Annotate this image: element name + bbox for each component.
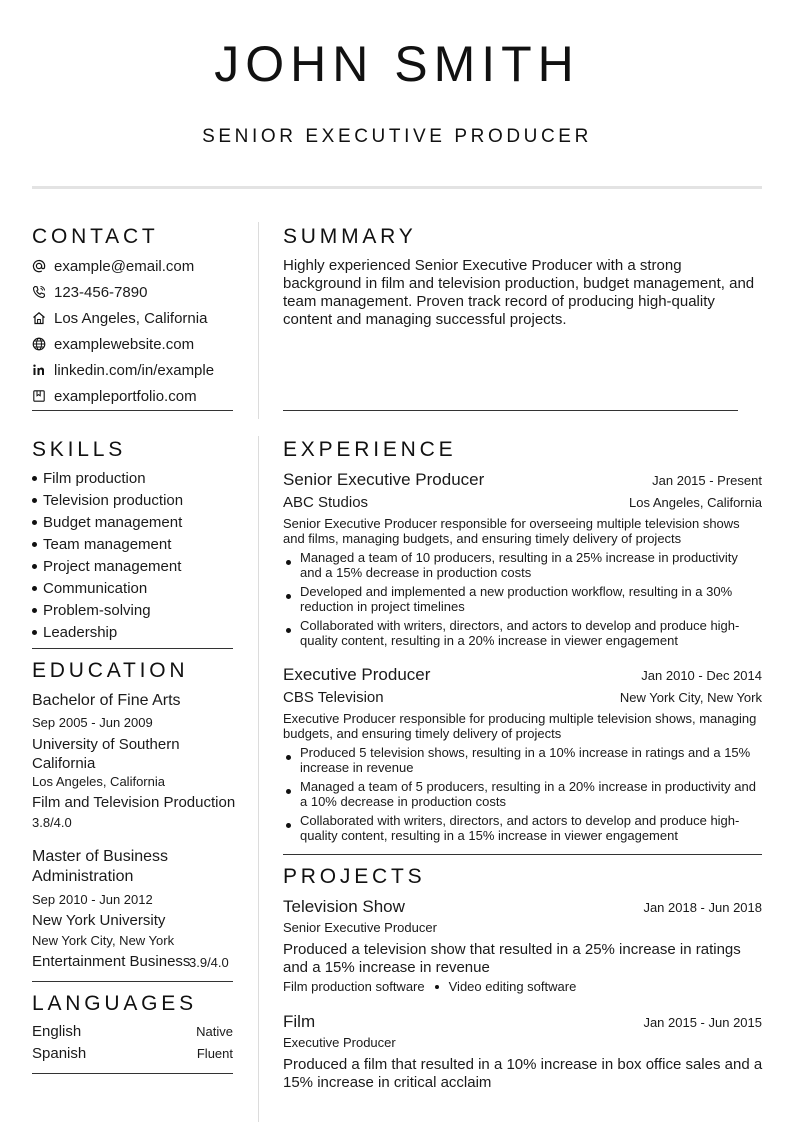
project-name: Television Show — [283, 897, 405, 916]
summary-heading: SUMMARY — [283, 225, 417, 248]
edu-gpa: 3.9/4.0 — [189, 955, 229, 970]
phone-icon — [32, 285, 46, 299]
language-name: Spanish — [32, 1045, 87, 1062]
summary-text: Highly experienced Senior Executive Producer with a strong background in film and television production, budget management, and team management. Proven track record of producing high-quality content and managing successful projects. — [283, 257, 755, 328]
column-divider-bottom — [258, 436, 259, 1122]
contact-linkedin[interactable] — [32, 360, 214, 380]
edu-degree: Bachelor of Fine Arts — [32, 692, 181, 709]
job-header — [283, 665, 762, 685]
project-role: Executive Producer — [283, 1035, 396, 1050]
experience-divider — [283, 854, 762, 855]
experience-heading: EXPERIENCE — [283, 438, 457, 461]
candidate-title: SENIOR EXECUTIVE PRODUCER — [202, 126, 592, 147]
language-row — [32, 1045, 233, 1062]
contact-email-text: example@email.com — [54, 257, 195, 275]
job-dates: Jan 2010 - Dec 2014 — [641, 668, 762, 683]
at-icon — [32, 259, 46, 273]
skill-item: Project management — [32, 557, 181, 577]
contact-phone-text: 123-456-7890 — [54, 283, 148, 301]
project-description: Produced a film that resulted in a 10% increase in box office sales and a 15% increase in critical acclaim — [283, 1056, 763, 1091]
contact-phone[interactable] — [32, 282, 147, 302]
language-level: Fluent — [196, 1046, 233, 1061]
header-divider — [32, 186, 762, 189]
project-tags — [283, 979, 576, 994]
portfolio-icon — [32, 389, 46, 403]
globe-icon — [32, 337, 46, 351]
job-description: Senior Executive Producer responsible for overseeing multiple television shows and films, managing budgets, and ensuring timely delivery of projects — [283, 516, 740, 546]
linkedin-icon — [32, 363, 46, 377]
contact-location — [32, 308, 207, 328]
language-name: English — [32, 1023, 82, 1040]
job-title: Senior Executive Producer — [283, 470, 485, 489]
job-company-row — [283, 494, 762, 511]
contact-website[interactable] — [32, 334, 194, 354]
project-description: Produced a television show that resulted in a 25% increase in ratings and a 15% increase in revenue — [283, 941, 741, 976]
edu-location: Los Angeles, California — [32, 774, 165, 789]
contact-portfolio-text: exampleportfolio.com — [54, 387, 197, 405]
column-divider-top — [258, 222, 259, 419]
project-name: Film — [283, 1012, 316, 1031]
job-bullet: Managed a team of 5 producers, resulting in a 20% increase in productivity and a 10% decrease in production costs — [283, 779, 762, 809]
project-tag: Film production software — [283, 979, 425, 994]
project-header — [283, 897, 762, 917]
project-dates: Jan 2018 - Jun 2018 — [643, 900, 762, 915]
edu-field: Entertainment Business — [32, 953, 191, 970]
job-company-row — [283, 689, 762, 706]
languages-heading: LANGUAGES — [32, 992, 197, 1015]
contact-portfolio[interactable] — [32, 386, 197, 406]
job-location: Los Angeles, California — [629, 495, 762, 510]
edu-degree: Master of Business Administration — [32, 848, 169, 885]
job-title: Executive Producer — [283, 665, 431, 684]
skill-item: Television production — [32, 491, 183, 511]
languages-divider — [32, 1073, 233, 1074]
job-bullet: Produced 5 television shows, resulting in a 10% increase in ratings and a 15% increase in revenue — [283, 745, 762, 775]
skills-divider — [32, 648, 233, 649]
skill-item: Film production — [32, 469, 146, 489]
skill-item: Communication — [32, 579, 147, 599]
edu-dates: Sep 2010 - Jun 2012 — [32, 892, 153, 907]
skill-item: Leadership — [32, 623, 117, 643]
contact-website-text: examplewebsite.com — [54, 335, 195, 353]
summary-divider — [283, 410, 738, 411]
edu-gpa: 3.8/4.0 — [32, 815, 72, 830]
candidate-name: JOHN SMITH — [214, 36, 580, 92]
job-company: CBS Television — [283, 689, 384, 706]
job-location: New York City, New York — [619, 690, 762, 705]
contact-heading: CONTACT — [32, 225, 159, 248]
project-tag: Video editing software — [448, 979, 577, 994]
project-header — [283, 1012, 762, 1032]
skills-heading: SKILLS — [32, 438, 127, 461]
contact-email[interactable] — [32, 256, 194, 276]
edu-field: Film and Television Production — [32, 794, 236, 811]
job-bullet: Managed a team of 10 producers, resulting in a 25% increase in productivity and a 15% decrease in production costs — [283, 550, 762, 580]
job-bullet: Developed and implemented a new production workflow, resulting in a 30% reduction in project timelines — [283, 584, 762, 614]
edu-dates: Sep 2005 - Jun 2009 — [32, 715, 153, 730]
job-dates: Jan 2015 - Present — [652, 473, 762, 488]
job-bullet: Collaborated with writers, directors, and actors to develop and produce high-quality content, resulting in a 15% increase in viewer engagement — [283, 813, 762, 843]
edu-school: New York University — [32, 912, 166, 929]
contact-divider — [32, 410, 233, 411]
edu-location: New York City, New York — [32, 933, 175, 948]
job-header — [283, 470, 762, 490]
language-level: Native — [196, 1024, 233, 1039]
job-company: ABC Studios — [283, 494, 369, 511]
job-description: Executive Producer responsible for producing multiple television shows, managing budgets, and ensuring timely delivery of projects — [283, 711, 757, 741]
contact-linkedin-text: linkedin.com/in/example — [54, 361, 215, 379]
project-role: Senior Executive Producer — [283, 920, 437, 935]
skill-item: Team management — [32, 535, 171, 555]
education-divider — [32, 981, 233, 982]
contact-location-text: Los Angeles, California — [54, 309, 208, 327]
projects-heading: PROJECTS — [283, 865, 426, 888]
job-bullet: Collaborated with writers, directors, and actors to develop and produce high-quality content, resulting in a 20% increase in viewer engagement — [283, 618, 762, 648]
project-dates: Jan 2015 - Jun 2015 — [643, 1015, 762, 1030]
home-icon — [32, 311, 46, 325]
education-heading: EDUCATION — [32, 659, 189, 682]
skill-item: Budget management — [32, 513, 182, 533]
skill-item: Problem-solving — [32, 601, 151, 621]
edu-school: University of Southern California — [32, 736, 180, 772]
language-row — [32, 1023, 233, 1040]
